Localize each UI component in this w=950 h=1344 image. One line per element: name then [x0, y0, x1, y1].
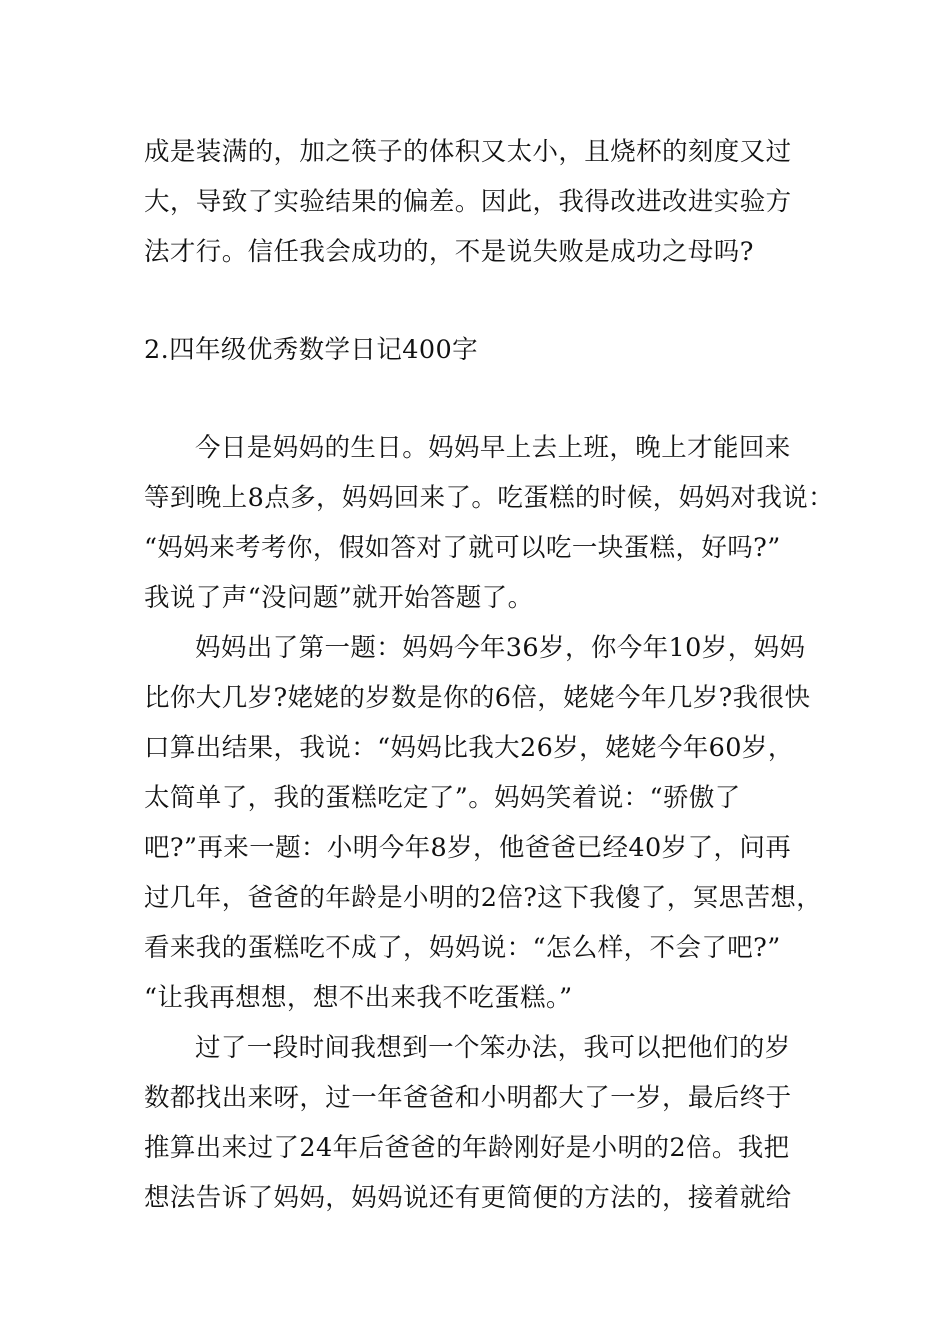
paragraph-2-line-1: 妈妈出了第一题：妈妈今年36岁，你今年10岁，妈妈	[195, 633, 806, 663]
paragraph-2-line-4: 太简单了，我的蛋糕吃定了”。妈妈笑着说：“骄傲了	[144, 783, 741, 813]
paragraph-1-line-1: 今日是妈妈的生日。妈妈早上去上班，晚上才能回来	[195, 433, 791, 463]
section-heading: 2.四年级优秀数学日记400字	[144, 335, 479, 365]
intro-line-1: 成是装满的，加之筷子的体积又太小，且烧杯的刻度又过	[144, 137, 792, 167]
intro-line-3: 法才行。信任我会成功的，不是说失败是成功之母吗?	[144, 237, 754, 267]
paragraph-3-line-2: 数都找出来呀，过一年爸爸和小明都大了一岁，最后终于	[144, 1083, 792, 1113]
intro-line-2: 大，导致了实验结果的偏差。因此，我得改进改进实验方	[144, 187, 792, 217]
paragraph-1-line-4: 我说了声“没问题”就开始答题了。	[144, 583, 534, 613]
paragraph-3-line-1: 过了一段时间我想到一个笨办法，我可以把他们的岁	[195, 1033, 791, 1063]
paragraph-3-line-4: 想法告诉了妈妈，妈妈说还有更简便的方法的，接着就给	[144, 1183, 792, 1213]
paragraph-1-line-2: 等到晚上8点多，妈妈回来了。吃蛋糕的时候，妈妈对我说：	[144, 483, 835, 513]
paragraph-2-line-2: 比你大几岁?姥姥的岁数是你的6倍，姥姥今年几岁?我很快	[144, 683, 811, 713]
paragraph-2-line-3: 口算出结果，我说：“妈妈比我大26岁，姥姥今年60岁，	[144, 733, 794, 763]
paragraph-3-line-3: 推算出来过了24年后爸爸的年龄刚好是小明的2倍。我把	[144, 1133, 790, 1163]
paragraph-2-line-6: 过几年，爸爸的年龄是小明的2倍?这下我傻了，冥思苦想，	[144, 883, 823, 913]
paragraph-2-line-8: “让我再想想，想不出来我不吃蛋糕。”	[144, 983, 573, 1013]
paragraph-1-line-3: “妈妈来考考你，假如答对了就可以吃一块蛋糕，好吗?”	[144, 533, 781, 563]
paragraph-2-line-7: 看来我的蛋糕吃不成了，妈妈说：“怎么样，不会了吧?”	[144, 933, 781, 963]
paragraph-2-line-5: 吧?”再来一题：小明今年8岁，他爸爸已经40岁了，问再	[144, 833, 792, 863]
